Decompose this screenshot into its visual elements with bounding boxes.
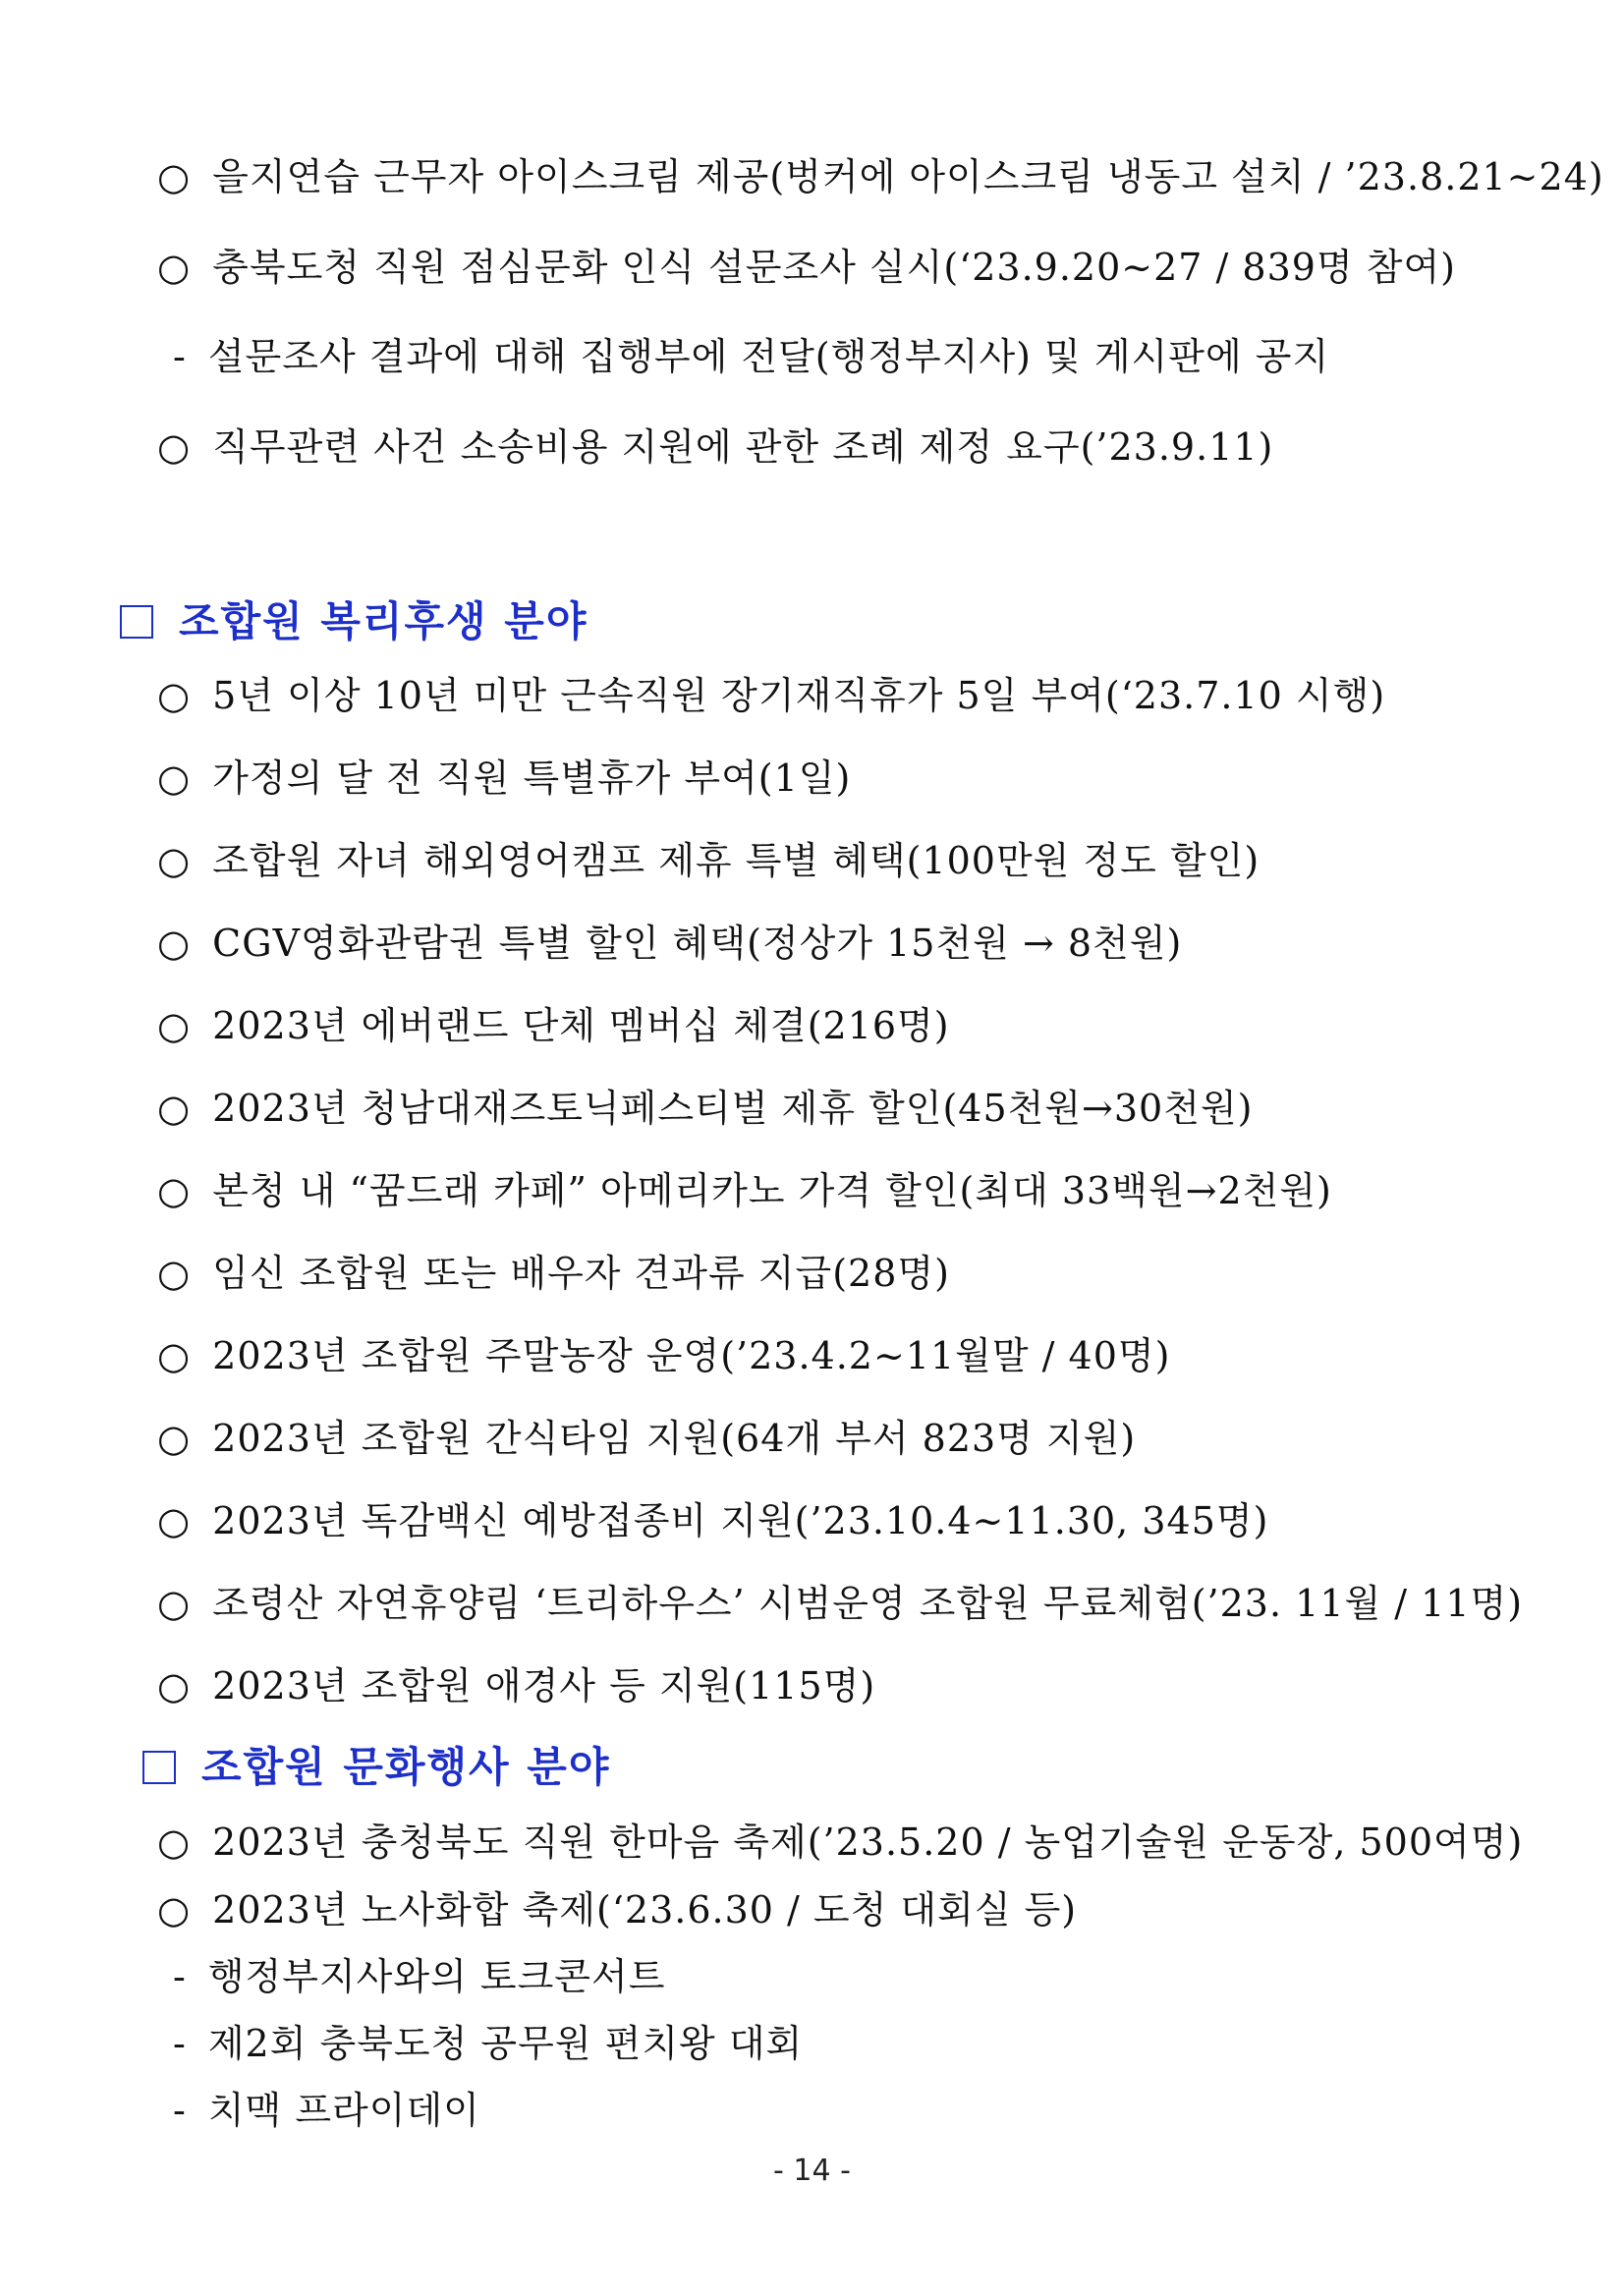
circle-bullet-icon: ○ <box>157 1252 192 1295</box>
circle-bullet-icon: ○ <box>157 1417 192 1460</box>
circle-bullet-icon: ○ <box>157 1087 192 1130</box>
square-bullet-icon <box>120 605 153 639</box>
item-text: 치맥 프라이데이 <box>207 2089 480 2132</box>
sub-list-item <box>173 2019 803 2068</box>
list-item <box>157 1661 875 1710</box>
list-item <box>157 1818 1523 1867</box>
circle-bullet-icon: ○ <box>157 1582 192 1625</box>
item-text: 본청 내 “꿈드래 카페” 아메리카노 가격 할인(최대 33백원→2천원) <box>212 1169 1332 1212</box>
circle-bullet-icon: ○ <box>157 756 192 800</box>
item-text: 2023년 조합원 애경사 등 지원(115명) <box>212 1664 876 1708</box>
list-item <box>157 1414 1136 1463</box>
item-text: 5년 이상 10년 미만 근속직원 장기재직휴가 5일 부여(‘23.7.10 시행) <box>212 674 1386 717</box>
circle-bullet-icon: ○ <box>157 1664 192 1708</box>
sub-list-item <box>173 1952 665 2001</box>
page-number: - 14 - <box>773 2154 851 2188</box>
list-item <box>157 1001 950 1050</box>
circle-bullet-icon: ○ <box>157 1004 192 1047</box>
list-item <box>157 1084 1253 1133</box>
item-text: 을지연습 근무자 아이스크림 제공(벙커에 아이스크림 냉동고 설치 / ’23.8.21~24) <box>212 155 1604 198</box>
list-item <box>157 754 851 803</box>
item-text: 충북도청 직원 점심문화 인식 설문조사 실시(‘23.9.20~27 / 839명 참여) <box>212 246 1456 289</box>
item-text: 직무관련 사건 소송비용 지원에 관한 조례 제정 요구(’23.9.11) <box>212 425 1274 469</box>
item-text: 제2회 충북도청 공무원 편치왕 대회 <box>207 2022 804 2065</box>
list-item <box>157 919 1182 968</box>
list-item <box>157 671 1385 720</box>
circle-bullet-icon: ○ <box>157 1888 192 1932</box>
square-bullet-icon <box>142 1751 176 1784</box>
list-item <box>157 1496 1268 1545</box>
item-text: 임신 조합원 또는 배우자 견과류 지급(28명) <box>212 1252 950 1295</box>
item-text: 2023년 독감백신 예방접종비 지원(’23.10.4~11.30, 345명) <box>212 1499 1269 1542</box>
dash-bullet-icon: - <box>173 1955 187 1998</box>
list-item <box>157 1885 1077 1934</box>
sub-list-item <box>173 332 1329 381</box>
list-item <box>157 152 1604 201</box>
circle-bullet-icon: ○ <box>157 1499 192 1542</box>
section-heading-welfare: 조합원 복리후생 분야 <box>120 594 588 649</box>
section-heading-culture: 조합원 문화행사 분야 <box>142 1740 610 1795</box>
item-text: CGV영화관람권 특별 할인 혜택(정상가 15천원 → 8천원) <box>212 922 1183 965</box>
item-text: 2023년 조합원 간식타임 지원(64개 부서 823명 지원) <box>212 1417 1137 1460</box>
list-item <box>157 1249 950 1298</box>
dash-bullet-icon: - <box>173 2089 187 2132</box>
circle-bullet-icon: ○ <box>157 1169 192 1212</box>
circle-bullet-icon: ○ <box>157 246 192 289</box>
item-text: 행정부지사와의 토크콘서트 <box>207 1955 666 1998</box>
item-text: 가정의 달 전 직원 특별휴가 부여(1일) <box>212 756 852 800</box>
list-item <box>157 836 1260 885</box>
list-item <box>157 243 1456 292</box>
item-text: 조합원 자녀 해외영어캠프 제휴 특별 혜택(100만원 정도 할인) <box>212 839 1260 882</box>
circle-bullet-icon: ○ <box>157 1334 192 1377</box>
circle-bullet-icon: ○ <box>157 674 192 717</box>
list-item <box>157 1579 1523 1628</box>
circle-bullet-icon: ○ <box>157 1820 192 1864</box>
dash-bullet-icon: - <box>173 2022 187 2065</box>
circle-bullet-icon: ○ <box>157 839 192 882</box>
item-text: 2023년 충청북도 직원 한마음 축제(’23.5.20 / 농업기술원 운동장, 500여명) <box>212 1820 1524 1864</box>
list-item <box>157 1166 1332 1215</box>
circle-bullet-icon: ○ <box>157 155 192 198</box>
circle-bullet-icon: ○ <box>157 922 192 965</box>
sub-list-item <box>173 2086 480 2135</box>
item-text: 설문조사 결과에 대해 집행부에 전달(행정부지사) 및 게시판에 공지 <box>207 335 1330 378</box>
circle-bullet-icon: ○ <box>157 425 192 469</box>
item-text: 2023년 청남대재즈토닉페스티벌 제휴 할인(45천원→30천원) <box>212 1087 1254 1130</box>
dash-bullet-icon: - <box>173 335 187 378</box>
list-item <box>157 422 1273 472</box>
list-item <box>157 1331 1170 1380</box>
item-text: 조령산 자연휴양림 ‘트리하우스’ 시범운영 조합원 무료체험(’23. 11월 / 11명) <box>212 1582 1524 1625</box>
item-text: 2023년 조합원 주말농장 운영(’23.4.2~11월말 / 40명) <box>212 1334 1171 1377</box>
item-text: 2023년 노사화합 축제(‘23.6.30 / 도청 대회실 등) <box>212 1888 1078 1932</box>
item-text: 2023년 에버랜드 단체 멤버십 체결(216명) <box>212 1004 950 1047</box>
